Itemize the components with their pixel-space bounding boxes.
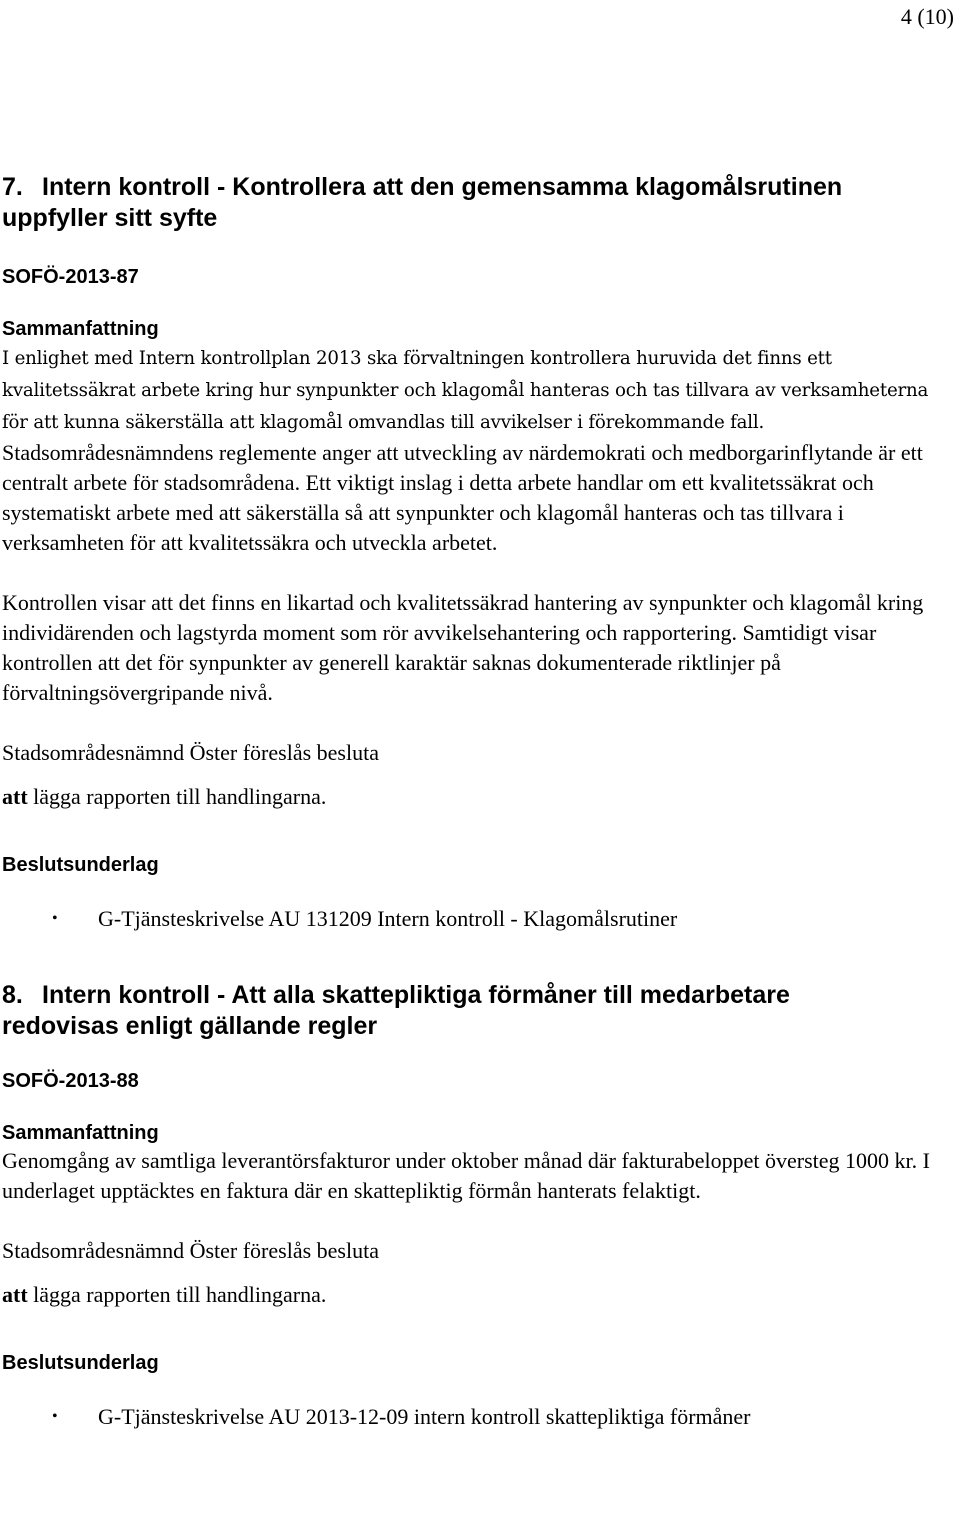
section-8-number: 8. — [2, 981, 23, 1009]
bullet-icon: • — [52, 910, 58, 927]
section-8-decision-bold: att — [2, 1282, 28, 1307]
section-7-basis-heading: Beslutsunderlag — [2, 854, 159, 876]
section-7-summary-paragraph-1 — [2, 342, 954, 558]
list-item — [2, 1402, 954, 1432]
section-7-summary-heading: Sammanfattning — [2, 318, 159, 340]
section-8-basis-list — [2, 1402, 954, 1432]
section-7-basis-list — [2, 904, 954, 934]
section-7-decision — [2, 782, 954, 812]
section-7-summary-paragraph-1-rest: Stadsområdesnämndens reglemente anger att utveckling av närdemokrati och medborgarinflytande är ett centralt arbete för stadsområdena. Ett viktigt inslag i detta arbete handlar om ett kvalitetssäkrat och systematiskt arbete med att säkerställa så att synpunkter och klagomål hanteras och tas tillvara i verksamheten för att kvalitetssäkra och utveckla arbetet. — [2, 440, 923, 555]
section-8-title-line1: Intern kontroll - Att alla skattepliktiga förmåner till medarbetare — [42, 981, 790, 1009]
section-7-decision-rest: lägga rapporten till handlingarna. — [27, 784, 327, 809]
section-8-summary-paragraph-1: Genomgång av samtliga leverantörsfakturor under oktober månad där fakturabeloppet översteg 1000 kr. I underlaget upptäcktes en faktura där en skattepliktig förmån hanterats felaktigt. — [2, 1148, 930, 1203]
section-7-decision-bold: att — [2, 784, 28, 809]
section-7-number: 7. — [2, 173, 23, 201]
section-8 — [2, 980, 954, 1432]
section-7-summary-paragraph-2: Kontrollen visar att det finns en likartad och kvalitetssäkrad hantering av synpunkter och klagomål kring individärenden och lagstyrda moment som rör avvikelsehantering och rapportering. Samtidigt visar kontrollen att det för synpunkter av generell karaktär saknas dokumenterade riktlinjer på förvaltningsövergripande nivå. — [2, 590, 924, 705]
page-number: 4 (10) — [900, 4, 954, 29]
section-7-title-line2: uppfyller sitt syfte — [2, 204, 218, 232]
section-7-heading — [2, 172, 954, 234]
list-item — [2, 904, 954, 934]
section-8-decision-title: Stadsområdesnämnd Öster föreslås besluta — [2, 1238, 379, 1263]
section-7 — [2, 172, 954, 934]
section-8-basis-heading: Beslutsunderlag — [2, 1352, 159, 1374]
section-8-basis-item: G-Tjänsteskrivelse AU 2013-12-09 intern kontroll skattepliktiga förmåner — [98, 1404, 751, 1429]
section-7-title-line1: Intern kontroll - Kontrollera att den gemensamma klagomålsrutinen — [42, 173, 843, 201]
section-8-title-line2: redovisas enligt gällande regler — [2, 1012, 378, 1040]
section-7-decision-title: Stadsområdesnämnd Öster föreslås besluta — [2, 740, 379, 765]
section-8-decision-rest: lägga rapporten till handlingarna. — [27, 1282, 327, 1307]
section-8-decision — [2, 1280, 954, 1310]
section-7-case-id: SOFÖ-2013-87 — [2, 266, 139, 288]
section-8-heading — [2, 980, 954, 1042]
section-8-case-id: SOFÖ-2013-88 — [2, 1070, 139, 1092]
document-body — [2, 172, 954, 1432]
section-8-summary-heading: Sammanfattning — [2, 1122, 159, 1144]
section-7-basis-item: G-Tjänsteskrivelse AU 131209 Intern kontroll - Klagomålsrutiner — [98, 906, 678, 931]
section-7-summary-paragraph-1-serif: I enlighet med Intern kontrollplan 2013 ska förvaltningen kontrollera huruvida det finns ett kvalitetssäkrat arbete kring hur synpunkter och klagomål hanteras och tas tillvara av verksamheterna för att kunna säkerställa att klagomål omvandlas till avvikelser i förekommande fall. — [2, 348, 929, 433]
bullet-icon: • — [52, 1408, 58, 1425]
